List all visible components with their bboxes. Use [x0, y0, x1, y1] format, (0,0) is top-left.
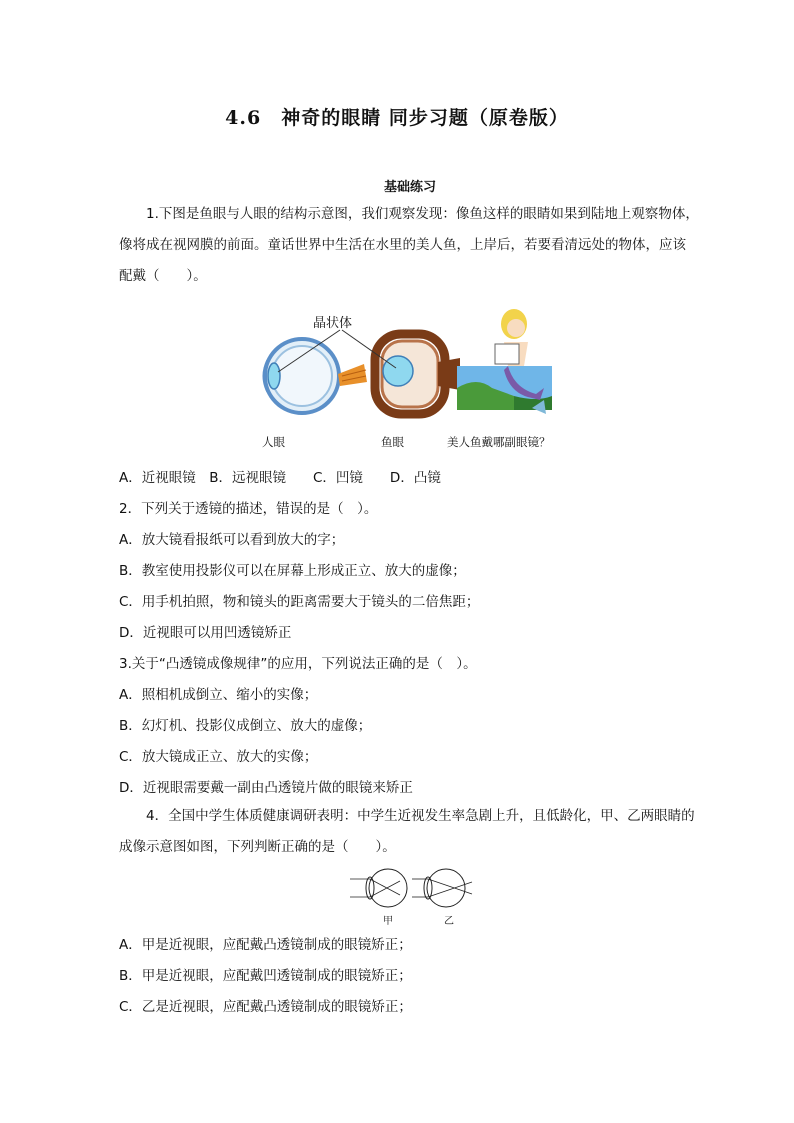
question-3-stem: 3.关于“凸透镜成像规律”的应用，下列说法正确的是（ ）。	[119, 656, 477, 672]
caption-mermaid: 美人鱼戴哪副眼镜？	[447, 435, 551, 449]
question-3-option-c: C．放大镜成正立、放大的实像；	[119, 749, 318, 765]
question-3-option-a: A．照相机成倒立、缩小的实像；	[119, 687, 318, 703]
question-3-option-d: D．近视眼需要戴一副由凸透镜片做的眼镜来矫正	[119, 780, 413, 796]
page-title: 4.6 神奇的眼睛 同步习题（原卷版）	[225, 107, 569, 129]
caption-human-eye: 人眼	[262, 435, 285, 449]
question-4-text: 4．全国中学生体质健康调研表明：中学生近视发生率急剧上升，且低龄化，甲、乙两眼睛的成像示意图如图，下列判断正确的是（ ）。	[119, 808, 695, 855]
section-heading: 基础练习	[383, 180, 436, 195]
question-1-options: A．近视眼镜 B．远视眼镜 C．凹镜 D．凸镜	[119, 470, 441, 486]
myopia-diagram	[350, 866, 474, 916]
diagram-label-jia: 甲	[383, 916, 393, 927]
eye-diagram-jia	[350, 869, 407, 907]
diagram-label-yi: 乙	[444, 916, 454, 927]
lens-label: 晶状体	[313, 316, 353, 331]
mermaid-illustration	[457, 309, 552, 414]
caption-fish-eye: 鱼眼	[381, 435, 404, 449]
eye-structure-figure	[252, 296, 552, 420]
question-4-option-b: B．甲是近视眼，应配戴凹透镜制成的眼镜矫正；	[119, 968, 412, 984]
question-2-option-a: A．放大镜看报纸可以看到放大的字；	[119, 532, 345, 548]
eye-diagram-yi	[412, 869, 472, 907]
question-4-option-a: A．甲是近视眼，应配戴凸透镜制成的眼镜矫正；	[119, 937, 412, 953]
question-2-option-d: D．近视眼可以用凹透镜矫正	[119, 625, 292, 641]
human-eye-illustration	[264, 339, 367, 413]
question-2-stem: 2．下列关于透镜的描述，错误的是（ ）。	[119, 501, 378, 517]
question-1-text: 1.下图是鱼眼与人眼的结构示意图，我们观察发现：像鱼这样的眼睛如果到陆地上观察物体，像将成在视网膜的前面。童话世界中生活在水里的美人鱼，上岸后，若要看清远处的物体，应该配戴（ ）。	[119, 206, 699, 284]
question-2-option-c: C．用手机拍照，物和镜头的距离需要大于镜头的二倍焦距；	[119, 594, 480, 610]
question-2-option-b: B．教室使用投影仪可以在屏幕上形成正立、放大的虚像；	[119, 563, 466, 579]
question-3-option-b: B．幻灯机、投影仪成倒立、放大的虚像；	[119, 718, 372, 734]
fish-eye-illustration	[375, 334, 460, 414]
question-4-option-c: C．乙是近视眼，应配戴凸透镜制成的眼镜矫正；	[119, 999, 412, 1015]
